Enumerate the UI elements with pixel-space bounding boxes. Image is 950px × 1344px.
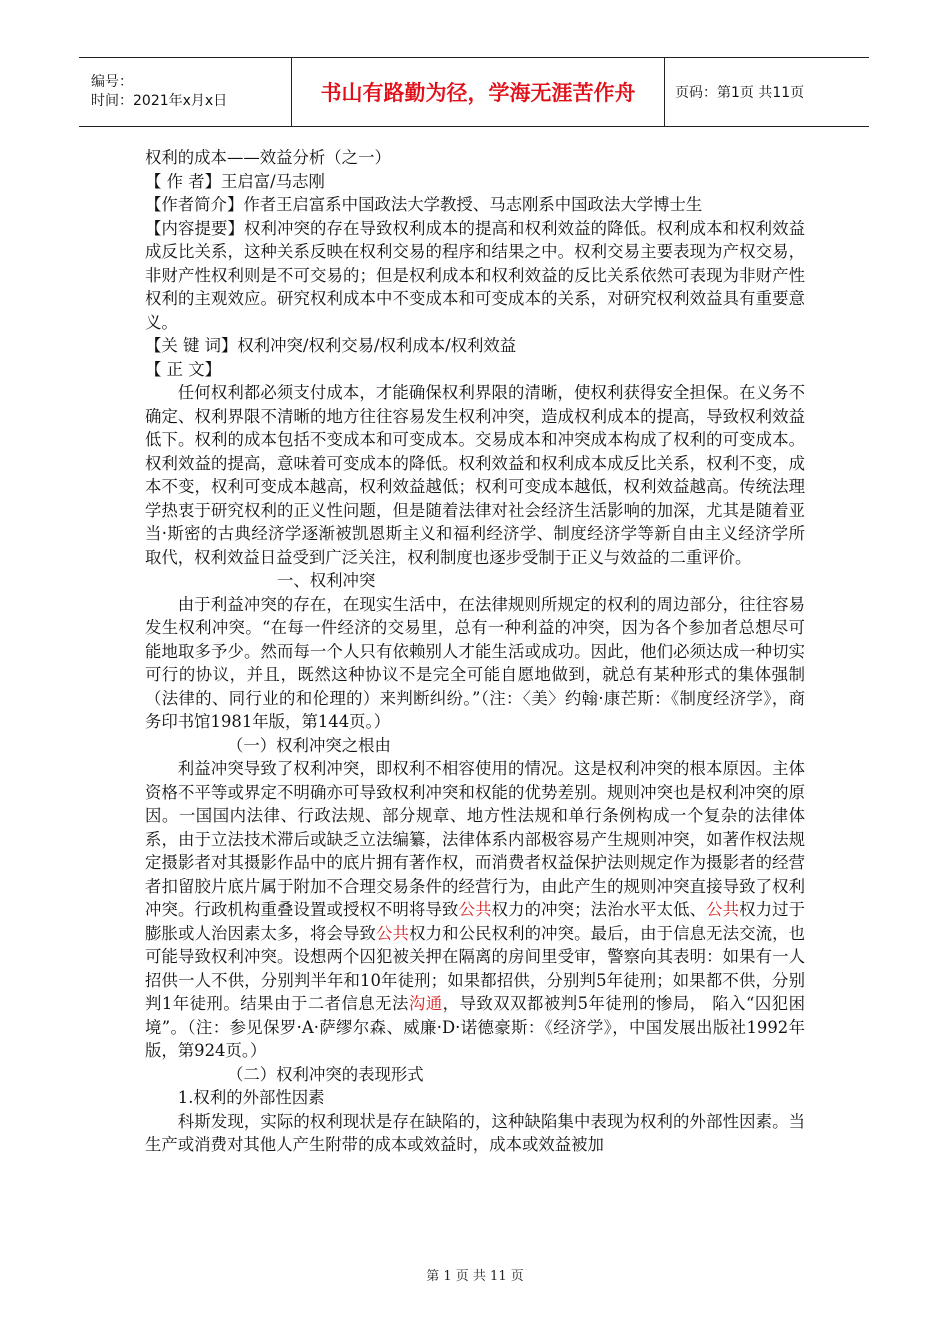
text-run: 权力过于膨胀或人治因素太多，将会导致 [145, 900, 806, 943]
paragraph-conflict: 由于利益冲突的存在，在现实生活中，在法律规则所规定的权利的周边部分，往往容易发生权利冲突。“在每一件经济的交易里，总有一种利益的冲突，因为各个参加者总想尽可能地取多予少。然而每一个人只有依赖别人才能生活或成功。因此，他们必须达成一种切实可行的协议，并且，既然这种协议不是完全可能自愿地做到，就总有某种形式的集体强制（法律的、同行业的和伦理的）来判断纠纷。”（注：〈美〉约翰·康芒斯：《制度经济学》，商务印书馆1981年版，第144页。） [145, 594, 805, 731]
doc-time-label: 时间：2021年x月x日 [91, 93, 228, 109]
highlight-public-2: 公共 [706, 900, 740, 919]
motto-text: 书山有路勤为径，学海无涯苦作舟 [320, 81, 636, 105]
footer-page-number: 第 1 页 共 11 页 [426, 1269, 524, 1284]
paragraph-causes [145, 757, 805, 1063]
header-meta [79, 58, 291, 126]
page-info-text: 页码：第1页 共11页 [675, 85, 805, 101]
author-line: 【 作 者】王启富/马志刚 [145, 171, 325, 191]
text-run: 权力和公民权利的冲突。最后，由于信息无法交流，也可能导致权利冲突。设想两个囚犯被关押在隔离的房间里受审，警察向其表明：如果有一人招供一人不供，分别判半年和10年徒刑；如果都招供，分别判5年徒刑；如果都不供，分别判1年徒刑。结果由于二者信息无法 [145, 923, 806, 1013]
abstract: 【内容提要】权利冲突的存在导致权利成本的提高和权利效益的降低。权利成本和权利效益成反比关系，这种关系反映在权利交易的程序和结果之中。权利交易主要表现为产权交易，非财产性权利则是不可交易的；但是权利成本和权利效益的反比关系依然可表现为非财产性权利的主观效应。研究权利成本中不变成本和可变成本的关系，对研究权利效益具有重要意义。 [145, 218, 805, 332]
keywords: 【关 键 词】权利冲突/权利交易/权利成本/权利效益 [145, 336, 517, 355]
body-label: 【 正 文】 [145, 359, 221, 379]
highlight-public-1: 公共 [458, 900, 492, 919]
paragraph-intro: 任何权利都必须支付成本，才能确保权利界限的清晰，使权利获得安全担保。在义务不确定、权利界限不清晰的地方往往容易发生权利冲突，造成权利成本的提高，导致权利效益低下。权利的成本包括不变成本和可变成本。交易成本和冲突成本构成了权利的可变成本。权利效益的提高，意味着可变成本的降低。权利效益和权利成本成反比关系，权利不变，成本不变，权利可变成本越高，权利效益越低；权利可变成本越低，权利效益越高。传统法理学热衷于研究权利的正义性问题，但是随着法律对社会经济生活影响的加深，尤其是随着亚当·斯密的古典经济学逐渐被凯恩斯主义和福利经济学、制度经济学等新自由主义经济学所取代，权利效益日益受到广泛关注，权利制度也逐步受制于正义与效益的二重评价。 [145, 383, 805, 567]
list-item-heading: 1.权利的外部性因素 [177, 1088, 325, 1107]
paragraph-externality: 科斯发现，实际的权利现状是存在缺陷的，这种缺陷集中表现为权利的外部性因素。当生产或消费对其他人产生附带的成本或效益时，成本或效益被加 [145, 1111, 805, 1154]
doc-number-label: 编号： [91, 74, 133, 90]
subsection-heading-2: （二）权利冲突的表现形式 [227, 1064, 424, 1084]
text-run: 利益冲突导致了权利冲突，即权利不相容使用的情况。这是权利冲突的根本原因。主体资格不平等或界定不明确亦可导致权利冲突和权能的优势差别。规则冲突也是权利冲突的原因。一国国内法律、行政法规、部分规章、地方性法规和单行条例构成一个复杂的法律体系，由于立法技术滞后或缺乏立法编纂，法律体系内部极容易产生规则冲突，如著作权法规定摄影者对其摄影作品中的底片拥有著作权，而消费者权益保护法则规定作为摄影者的经营者扣留胶片底片属于附加不合理交易条件的经营行为，由此产生的规则冲突直接导致了权利冲突。行政机构重叠设置或授权不明将导致 [145, 759, 805, 919]
section-heading-1: 一、权利冲突 [277, 571, 376, 590]
subsection-heading-1: （一）权利冲突之根由 [227, 735, 391, 755]
page-footer [0, 1265, 950, 1284]
text-run: 权力的冲突；法治水平太低、 [491, 900, 707, 919]
author-intro: 【作者简介】作者王启富系中国政法大学教授、马志刚系中国政法大学博士生 [145, 195, 703, 214]
doc-title: 权利的成本——效益分析（之一） [145, 148, 391, 167]
text-run: ，导致双双都被判5年徒刑的惨局， 陷入“囚犯困境”。（注：参见保罗·A·萨缪尔森、威廉·D·诺德豪斯：《经济学》，中国发展出版社1992年版，第924页。） [145, 994, 805, 1060]
header-page-info [665, 58, 869, 126]
highlight-communicate: 沟通 [408, 994, 443, 1013]
header-motto [291, 58, 665, 126]
highlight-public-3: 公共 [376, 923, 410, 943]
page-header [79, 57, 869, 127]
document-body [145, 146, 805, 1157]
